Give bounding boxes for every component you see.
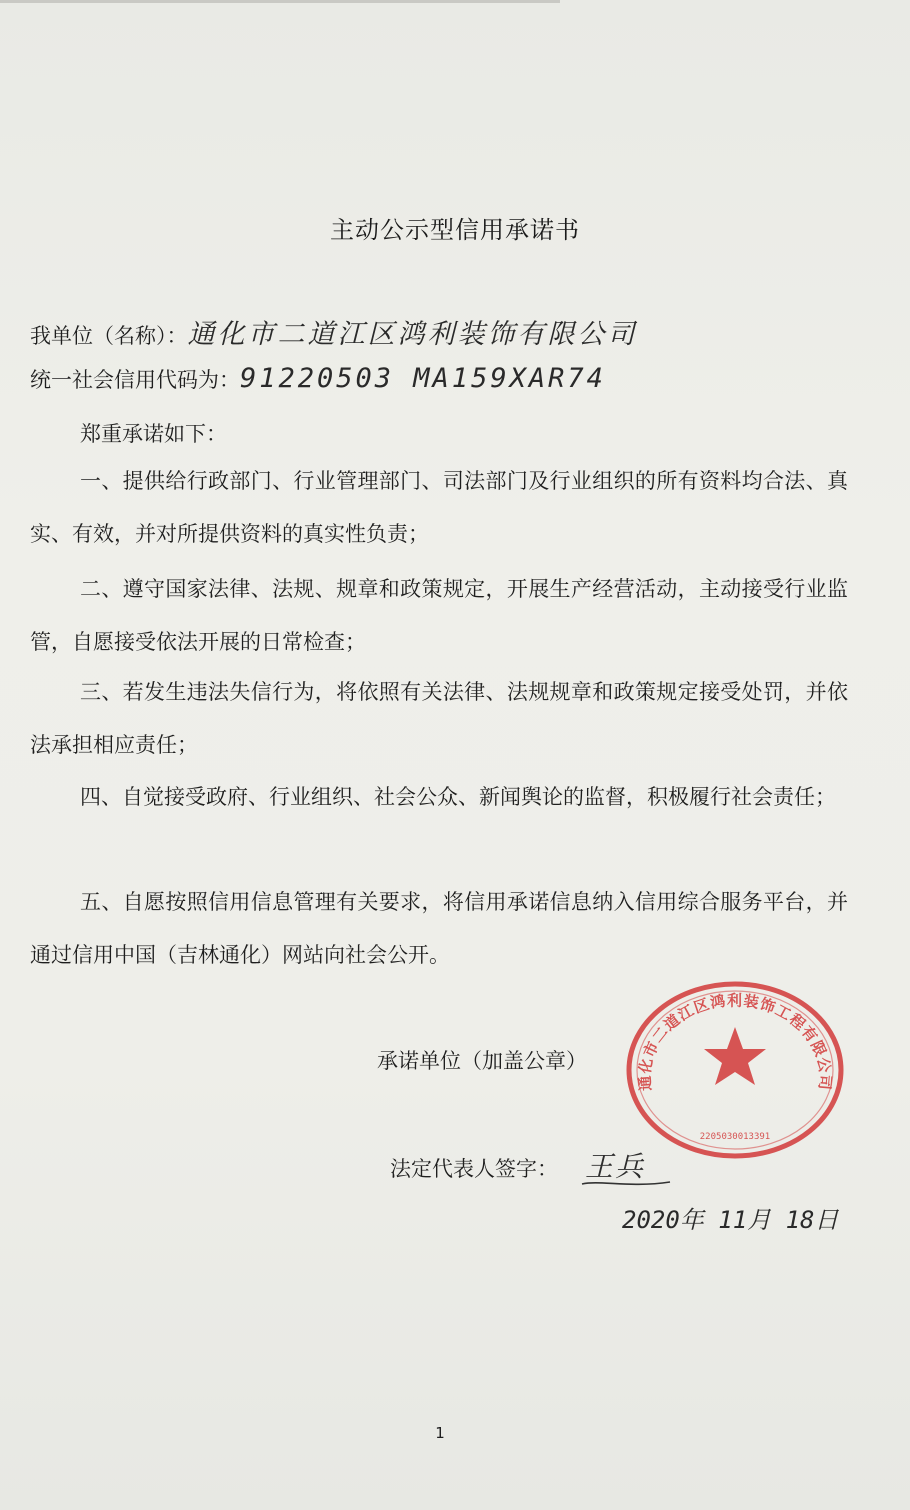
- legal-representative-signature: 王兵: [585, 1150, 646, 1183]
- document-title: 主动公示型信用承诺书: [330, 216, 580, 244]
- commitment-item-2: 二、遵守国家法律、法规、规章和政策规定，开展生产经营活动，主动接受行业监管，自愿接受依法开展的日常检查；: [30, 577, 848, 654]
- unit-name: 通化市二道江区鸿利装饰有限公司: [187, 319, 638, 350]
- unit-label: 我单位（名称）：: [30, 324, 188, 348]
- seal-star-icon: [704, 1027, 766, 1085]
- commitment-item-3: 三、若发生违法失信行为，将依照有关法律、法规规章和政策规定接受处罚，并依法承担相应责任；: [30, 680, 848, 757]
- commitment-date: 2020年 11月 18日: [622, 1206, 839, 1234]
- page-number: 1: [435, 1424, 445, 1442]
- commitment-item-4: 四、自觉接受政府、行业组织、社会公众、新闻舆论的监督，积极履行社会责任；: [80, 785, 836, 809]
- seal-text: 通化市二道江区鸿利装饰工程有限公司: [635, 991, 835, 1092]
- unit-line: [30, 312, 860, 351]
- credit-code-line: [30, 363, 860, 394]
- intro-text: 郑重承诺如下：: [80, 422, 227, 446]
- paper-edge: [0, 0, 560, 3]
- signature-label: 法定代表人签字：: [390, 1157, 558, 1181]
- credit-code-label: 统一社会信用代码为：: [30, 368, 240, 392]
- credit-code-value: 91220503 MA159XAR74: [240, 363, 606, 394]
- commitment-item-5: 五、自愿按照信用信息管理有关要求，将信用承诺信息纳入信用综合服务平台，并通过信用中国（吉林通化）网站向社会公开。: [30, 890, 848, 967]
- company-seal-stamp: [620, 975, 850, 1165]
- seal-number: 2205030013391: [699, 1132, 771, 1142]
- signature-underline: [580, 1178, 675, 1190]
- stamp-label: 承诺单位（加盖公章）: [377, 1049, 587, 1073]
- commitment-item-1: 一、提供给行政部门、行业管理部门、司法部门及行业组织的所有资料均合法、真实、有效，并对所提供资料的真实性负责；: [30, 469, 848, 546]
